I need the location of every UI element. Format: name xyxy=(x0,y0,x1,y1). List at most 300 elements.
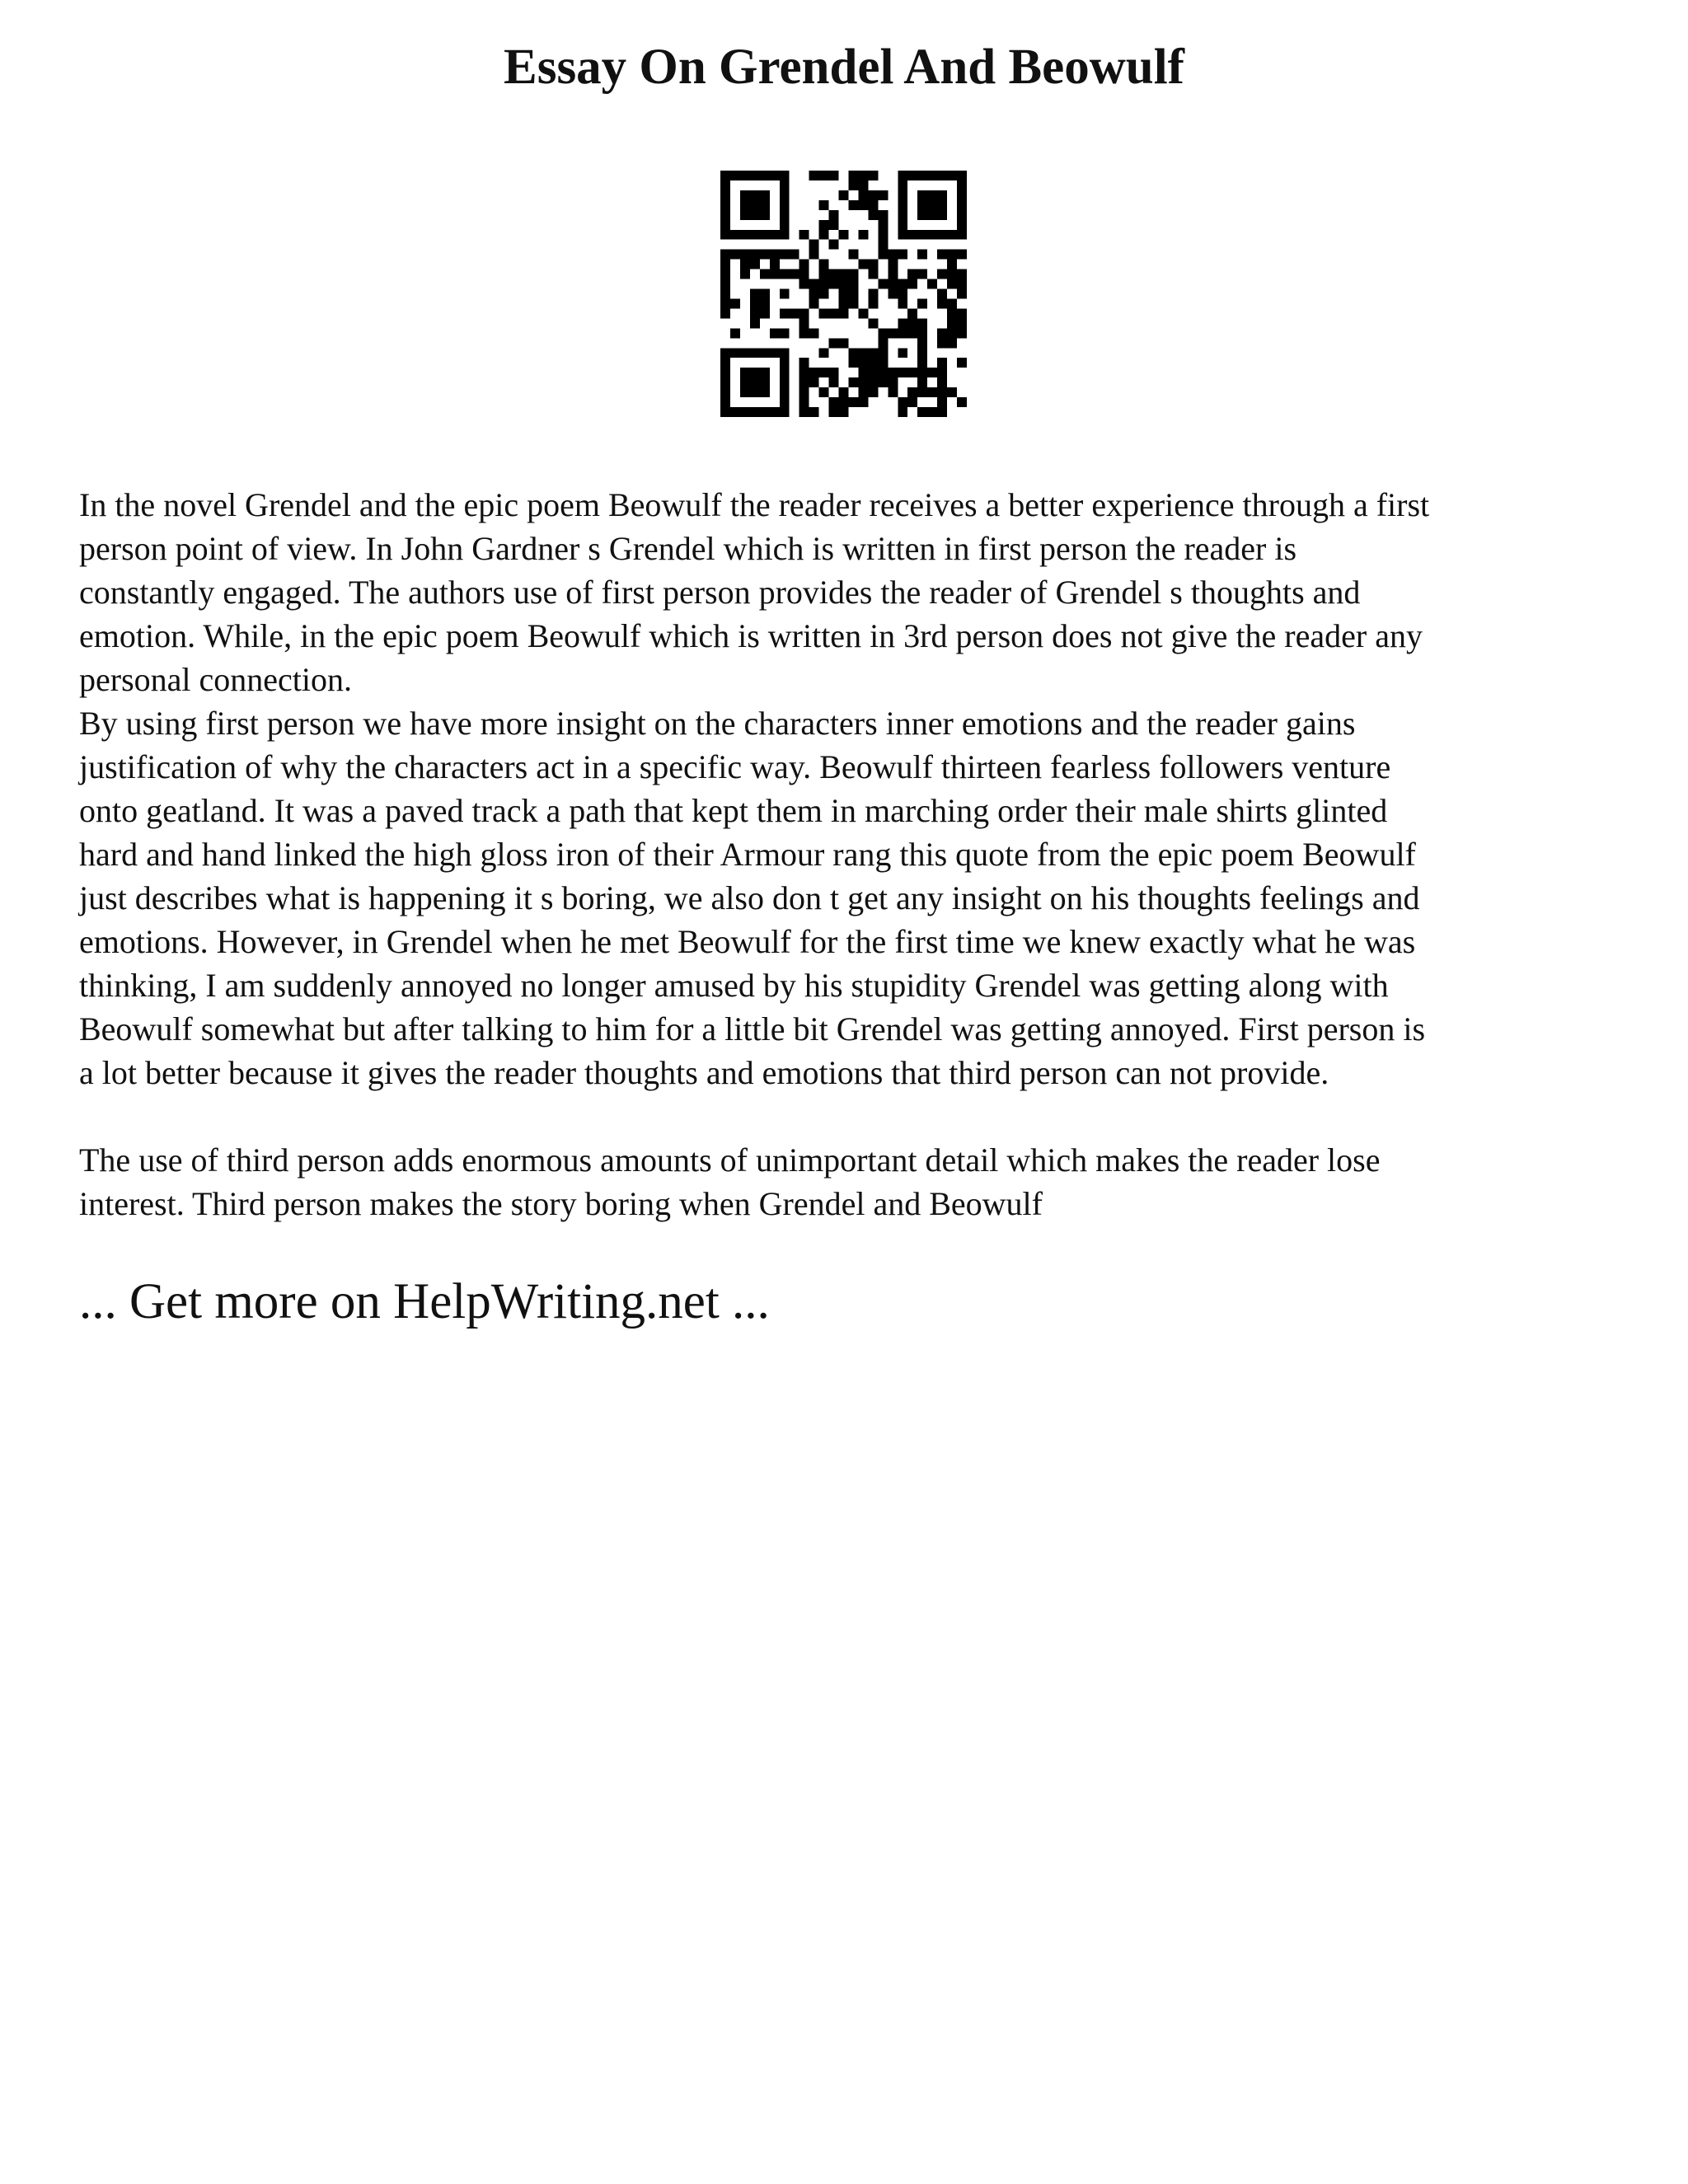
qr-module xyxy=(720,407,730,417)
qr-module xyxy=(868,318,878,328)
qr-module xyxy=(750,377,760,387)
qr-module xyxy=(829,220,839,230)
qr-module xyxy=(740,250,750,260)
qr-module xyxy=(839,279,849,289)
qr-module xyxy=(858,348,868,358)
qr-module xyxy=(947,269,957,279)
qr-module xyxy=(740,407,750,417)
qr-module xyxy=(780,289,790,299)
qr-module xyxy=(720,368,730,377)
qr-module xyxy=(760,289,770,299)
qr-module xyxy=(937,387,947,397)
qr-module xyxy=(957,279,967,289)
qr-module xyxy=(898,230,907,240)
qr-module xyxy=(780,397,790,407)
qr-module xyxy=(839,269,849,279)
qr-module xyxy=(917,298,927,308)
qr-module xyxy=(829,171,839,180)
qr-module xyxy=(720,260,730,269)
qr-module xyxy=(760,407,770,417)
qr-module xyxy=(898,328,907,338)
qr-module xyxy=(780,348,790,358)
qr-module xyxy=(829,368,839,377)
qr-module xyxy=(917,200,927,210)
qr-module xyxy=(720,387,730,397)
essay-body xyxy=(79,483,1629,1226)
qr-module xyxy=(888,269,898,279)
paragraph-2: By using first person we have more insight on the characters inner emotions and the reader gains justification of why the characters act in a specific way. Beowulf thirteen fearless followers venture onto geatland. It was a paved track a path that kept them in marching order their male shirts glinted hard and hand linked the high gloss iron of their Armour rang this quote from the epic poem Beowulf just describes what is happening it s boring, we also don t get any insight on his thoughts feelings and emotions. However, in Grendel when he met Beowulf for the first time we knew exactly what he was thinking, I am suddenly annoyed no longer amused by his stupidity Grendel was getting along with Beowulf somewhat but after talking to him for a little bit Grendel was getting annoyed. First person is a lot better because it gives the reader thoughts and emotions that third person can not provide. xyxy=(79,705,1426,1091)
qr-module xyxy=(809,377,819,387)
qr-module xyxy=(780,180,790,190)
qr-module xyxy=(868,387,878,397)
paragraph-1: In the novel Grendel and the epic poem Beowulf the reader receives a better experience through a first person point of view. In John Gardner s Grendel which is written in first person the reader is constantly engaged. The authors use of first person provides the reader of Grendel s thoughts and emotion. While, in the epic poem Beowulf which is written in 3rd person does not give the reader any personal connection. xyxy=(79,486,1430,698)
qr-module xyxy=(848,377,858,387)
qr-module xyxy=(957,230,967,240)
qr-module xyxy=(799,308,809,318)
qr-module xyxy=(720,180,730,190)
qr-module xyxy=(878,328,888,338)
qr-module xyxy=(937,250,947,260)
qr-module xyxy=(888,387,898,397)
qr-module xyxy=(750,260,760,269)
qr-module xyxy=(947,318,957,328)
qr-module xyxy=(957,358,967,368)
qr-module xyxy=(868,269,878,279)
qr-module xyxy=(799,260,809,269)
qr-module xyxy=(740,230,750,240)
qr-module xyxy=(730,298,740,308)
qr-module xyxy=(770,407,780,417)
qr-module xyxy=(809,407,819,417)
qr-module xyxy=(760,230,770,240)
qr-module xyxy=(740,348,750,358)
qr-module xyxy=(957,397,967,407)
qr-module xyxy=(720,377,730,387)
qr-module xyxy=(780,407,790,417)
qr-module xyxy=(760,368,770,377)
qr-module xyxy=(917,368,927,377)
qr-module xyxy=(878,377,888,387)
qr-module xyxy=(809,289,819,299)
qr-module xyxy=(957,210,967,220)
qr-module xyxy=(780,200,790,210)
qr-module xyxy=(947,260,957,269)
qr-module xyxy=(917,190,927,200)
qr-module xyxy=(809,240,819,250)
qr-module xyxy=(760,171,770,180)
qr-module xyxy=(927,210,937,220)
qr-module xyxy=(770,348,780,358)
qr-module xyxy=(917,210,927,220)
qr-module xyxy=(829,397,839,407)
qr-module xyxy=(799,358,809,368)
qr-module xyxy=(720,289,730,299)
paragraph-spacer xyxy=(79,1094,1629,1138)
qr-module xyxy=(957,328,967,338)
qr-module xyxy=(780,358,790,368)
qr-module xyxy=(878,338,888,348)
qr-module xyxy=(720,210,730,220)
qr-module xyxy=(868,171,878,180)
qr-module xyxy=(809,328,819,338)
qr-module xyxy=(898,190,907,200)
qr-module xyxy=(829,269,839,279)
qr-module xyxy=(780,308,790,318)
qr-module xyxy=(740,260,750,269)
qr-module xyxy=(720,171,730,180)
qr-module xyxy=(829,210,839,220)
qr-module xyxy=(730,171,740,180)
qr-module xyxy=(799,279,809,289)
qr-module xyxy=(937,358,947,368)
qr-module xyxy=(917,358,927,368)
qr-module xyxy=(907,230,917,240)
qr-module xyxy=(730,250,740,260)
qr-module xyxy=(888,377,898,387)
qr-code-icon xyxy=(720,171,967,417)
qr-module xyxy=(839,308,849,318)
qr-module xyxy=(957,171,967,180)
qr-module xyxy=(780,368,790,377)
qr-module xyxy=(937,328,947,338)
qr-module xyxy=(957,308,967,318)
qr-module xyxy=(898,210,907,220)
qr-module xyxy=(720,190,730,200)
qr-module xyxy=(750,230,760,240)
qr-module xyxy=(829,407,839,417)
qr-module xyxy=(907,171,917,180)
qr-module xyxy=(917,269,927,279)
qr-module xyxy=(829,377,839,387)
qr-module xyxy=(898,180,907,190)
qr-module xyxy=(720,279,730,289)
qr-module xyxy=(819,269,829,279)
qr-module xyxy=(947,328,957,338)
qr-module xyxy=(957,289,967,299)
qr-module xyxy=(848,200,858,210)
qr-module xyxy=(799,407,809,417)
qr-module xyxy=(750,250,760,260)
qr-module xyxy=(720,220,730,230)
qr-module xyxy=(858,397,868,407)
qr-module xyxy=(868,200,878,210)
qr-module xyxy=(839,230,849,240)
page-title: Essay On Grendel And Beowulf xyxy=(504,40,1184,95)
qr-module xyxy=(848,289,858,299)
qr-module xyxy=(780,328,790,338)
qr-module xyxy=(898,289,907,299)
qr-module xyxy=(720,200,730,210)
qr-module xyxy=(868,260,878,269)
qr-module xyxy=(878,250,888,260)
qr-module xyxy=(878,190,888,200)
qr-module xyxy=(780,171,790,180)
qr-module xyxy=(848,269,858,279)
qr-module xyxy=(917,348,927,358)
qr-module xyxy=(917,328,927,338)
qr-module xyxy=(720,250,730,260)
qr-module xyxy=(947,387,957,397)
qr-module xyxy=(917,387,927,397)
qr-module xyxy=(878,368,888,377)
qr-module xyxy=(839,298,849,308)
qr-module xyxy=(848,279,858,289)
qr-module xyxy=(937,338,947,348)
qr-module xyxy=(868,190,878,200)
qr-module xyxy=(720,358,730,368)
qr-module xyxy=(927,190,937,200)
qr-module xyxy=(907,279,917,289)
qr-module xyxy=(888,279,898,289)
qr-module xyxy=(927,407,937,417)
qr-module xyxy=(839,289,849,299)
qr-module xyxy=(848,171,858,180)
qr-module xyxy=(750,171,760,180)
qr-module xyxy=(907,318,917,328)
qr-module xyxy=(740,269,750,279)
qr-module xyxy=(907,368,917,377)
qr-module xyxy=(878,220,888,230)
qr-module xyxy=(750,190,760,200)
qr-module xyxy=(937,269,947,279)
qr-module xyxy=(937,171,947,180)
qr-module xyxy=(937,377,947,387)
qr-module xyxy=(937,289,947,299)
qr-module xyxy=(957,190,967,200)
qr-module xyxy=(888,250,898,260)
qr-module xyxy=(927,387,937,397)
qr-module xyxy=(819,308,829,318)
qr-module xyxy=(760,387,770,397)
qr-module xyxy=(799,269,809,279)
qr-module xyxy=(878,279,888,289)
qr-module xyxy=(799,397,809,407)
qr-module xyxy=(809,368,819,377)
qr-module xyxy=(858,200,868,210)
qr-module xyxy=(750,407,760,417)
qr-module xyxy=(888,328,898,338)
qr-module xyxy=(937,210,947,220)
qr-module xyxy=(720,269,730,279)
qr-module xyxy=(780,269,790,279)
qr-module xyxy=(720,348,730,358)
qr-module xyxy=(790,250,799,260)
qr-module xyxy=(858,368,868,377)
qr-module xyxy=(917,338,927,348)
qr-module xyxy=(898,298,907,308)
qr-module xyxy=(947,298,957,308)
qr-module xyxy=(917,377,927,387)
qr-module xyxy=(878,240,888,250)
qr-module xyxy=(898,318,907,328)
qr-module xyxy=(819,387,829,397)
qr-module xyxy=(829,308,839,318)
qr-module xyxy=(898,348,907,358)
qr-module xyxy=(957,220,967,230)
qr-module xyxy=(839,397,849,407)
qr-module xyxy=(829,338,839,348)
qr-module xyxy=(760,308,770,318)
qr-module xyxy=(750,200,760,210)
qr-module xyxy=(907,269,917,279)
qr-module xyxy=(740,200,750,210)
qr-module xyxy=(907,308,917,318)
qr-module xyxy=(917,318,927,328)
qr-module xyxy=(819,171,829,180)
qr-module xyxy=(799,230,809,240)
qr-module xyxy=(937,230,947,240)
qr-module xyxy=(740,210,750,220)
qr-module xyxy=(917,171,927,180)
qr-module xyxy=(868,377,878,387)
qr-module xyxy=(730,407,740,417)
qr-module xyxy=(780,210,790,220)
qr-module xyxy=(927,230,937,240)
qr-module xyxy=(760,190,770,200)
qr-module xyxy=(760,348,770,358)
qr-module xyxy=(868,298,878,308)
qr-module xyxy=(770,260,780,269)
qr-module xyxy=(858,180,868,190)
qr-module xyxy=(927,171,937,180)
qr-module xyxy=(720,230,730,240)
qr-module xyxy=(947,279,957,289)
qr-module xyxy=(780,230,790,240)
qr-module xyxy=(957,180,967,190)
qr-module xyxy=(790,308,799,318)
qr-module xyxy=(858,308,868,318)
qr-module xyxy=(819,230,829,240)
qr-module xyxy=(750,298,760,308)
qr-module xyxy=(809,279,819,289)
qr-module xyxy=(799,387,809,397)
qr-module xyxy=(858,171,868,180)
qr-module xyxy=(819,220,829,230)
qr-module xyxy=(898,407,907,417)
qr-module xyxy=(937,298,947,308)
qr-module xyxy=(730,348,740,358)
qr-module xyxy=(819,348,829,358)
qr-module xyxy=(740,387,750,397)
qr-module xyxy=(947,250,957,260)
qr-module xyxy=(839,338,849,348)
qr-module xyxy=(750,318,760,328)
qr-module xyxy=(760,200,770,210)
qr-module xyxy=(760,269,770,279)
qr-module xyxy=(750,210,760,220)
qr-module xyxy=(780,387,790,397)
qr-module xyxy=(839,407,849,417)
qr-module xyxy=(829,279,839,289)
qr-module xyxy=(888,368,898,377)
qr-module xyxy=(750,387,760,397)
qr-module xyxy=(858,377,868,387)
qr-module xyxy=(760,210,770,220)
qr-module xyxy=(799,328,809,338)
qr-module xyxy=(848,180,858,190)
qr-module xyxy=(760,298,770,308)
qr-module xyxy=(770,230,780,240)
qr-module xyxy=(819,289,829,299)
qr-module xyxy=(760,250,770,260)
qr-module xyxy=(898,368,907,377)
qr-module xyxy=(760,377,770,387)
qr-module xyxy=(878,230,888,240)
qr-module xyxy=(848,298,858,308)
qr-module xyxy=(740,368,750,377)
qr-module xyxy=(927,200,937,210)
qr-module xyxy=(848,250,858,260)
qr-module xyxy=(947,171,957,180)
qr-module xyxy=(868,368,878,377)
qr-module xyxy=(937,368,947,377)
qr-module xyxy=(740,171,750,180)
qr-module xyxy=(770,328,780,338)
qr-module xyxy=(917,407,927,417)
qr-module xyxy=(937,200,947,210)
paragraph-3: The use of third person adds enormous amounts of unimportant detail which makes the reader lose interest. Third person makes the story boring when Grendel and Beowulf xyxy=(79,1141,1381,1222)
qr-module xyxy=(780,250,790,260)
qr-module xyxy=(898,200,907,210)
qr-module xyxy=(799,318,809,328)
qr-module xyxy=(809,250,819,260)
qr-module xyxy=(957,200,967,210)
qr-module xyxy=(839,387,849,397)
qr-module xyxy=(937,397,947,407)
qr-module xyxy=(848,348,858,358)
qr-module xyxy=(858,190,868,200)
qr-module xyxy=(750,289,760,299)
qr-module xyxy=(957,269,967,279)
qr-module xyxy=(858,230,868,240)
qr-module xyxy=(898,171,907,180)
qr-module xyxy=(917,230,927,240)
qr-module xyxy=(848,397,858,407)
qr-module xyxy=(957,318,967,328)
qr-module xyxy=(819,368,829,377)
qr-module xyxy=(927,368,937,377)
qr-module xyxy=(878,210,888,220)
qr-module xyxy=(720,308,730,318)
qr-module xyxy=(917,250,927,260)
qr-module xyxy=(740,377,750,387)
qr-module xyxy=(888,260,898,269)
qr-module xyxy=(888,289,898,299)
qr-module xyxy=(720,298,730,308)
qr-module xyxy=(898,220,907,230)
qr-module xyxy=(740,190,750,200)
qr-module xyxy=(858,358,868,368)
qr-module xyxy=(957,250,967,260)
qr-module xyxy=(868,210,878,220)
qr-module xyxy=(780,377,790,387)
qr-module xyxy=(868,289,878,299)
qr-module xyxy=(770,269,780,279)
qr-module xyxy=(937,190,947,200)
qr-module xyxy=(868,348,878,358)
qr-module xyxy=(927,279,937,289)
more-link[interactable]: ... Get more on HelpWriting.net ... xyxy=(79,1274,770,1329)
qr-module xyxy=(799,368,809,377)
qr-module xyxy=(750,308,760,318)
qr-module xyxy=(878,348,888,358)
qr-module xyxy=(858,260,868,269)
qr-module xyxy=(799,377,809,387)
qr-module xyxy=(839,190,849,200)
qr-module xyxy=(947,308,957,318)
qr-module xyxy=(878,358,888,368)
qr-module xyxy=(730,328,740,338)
